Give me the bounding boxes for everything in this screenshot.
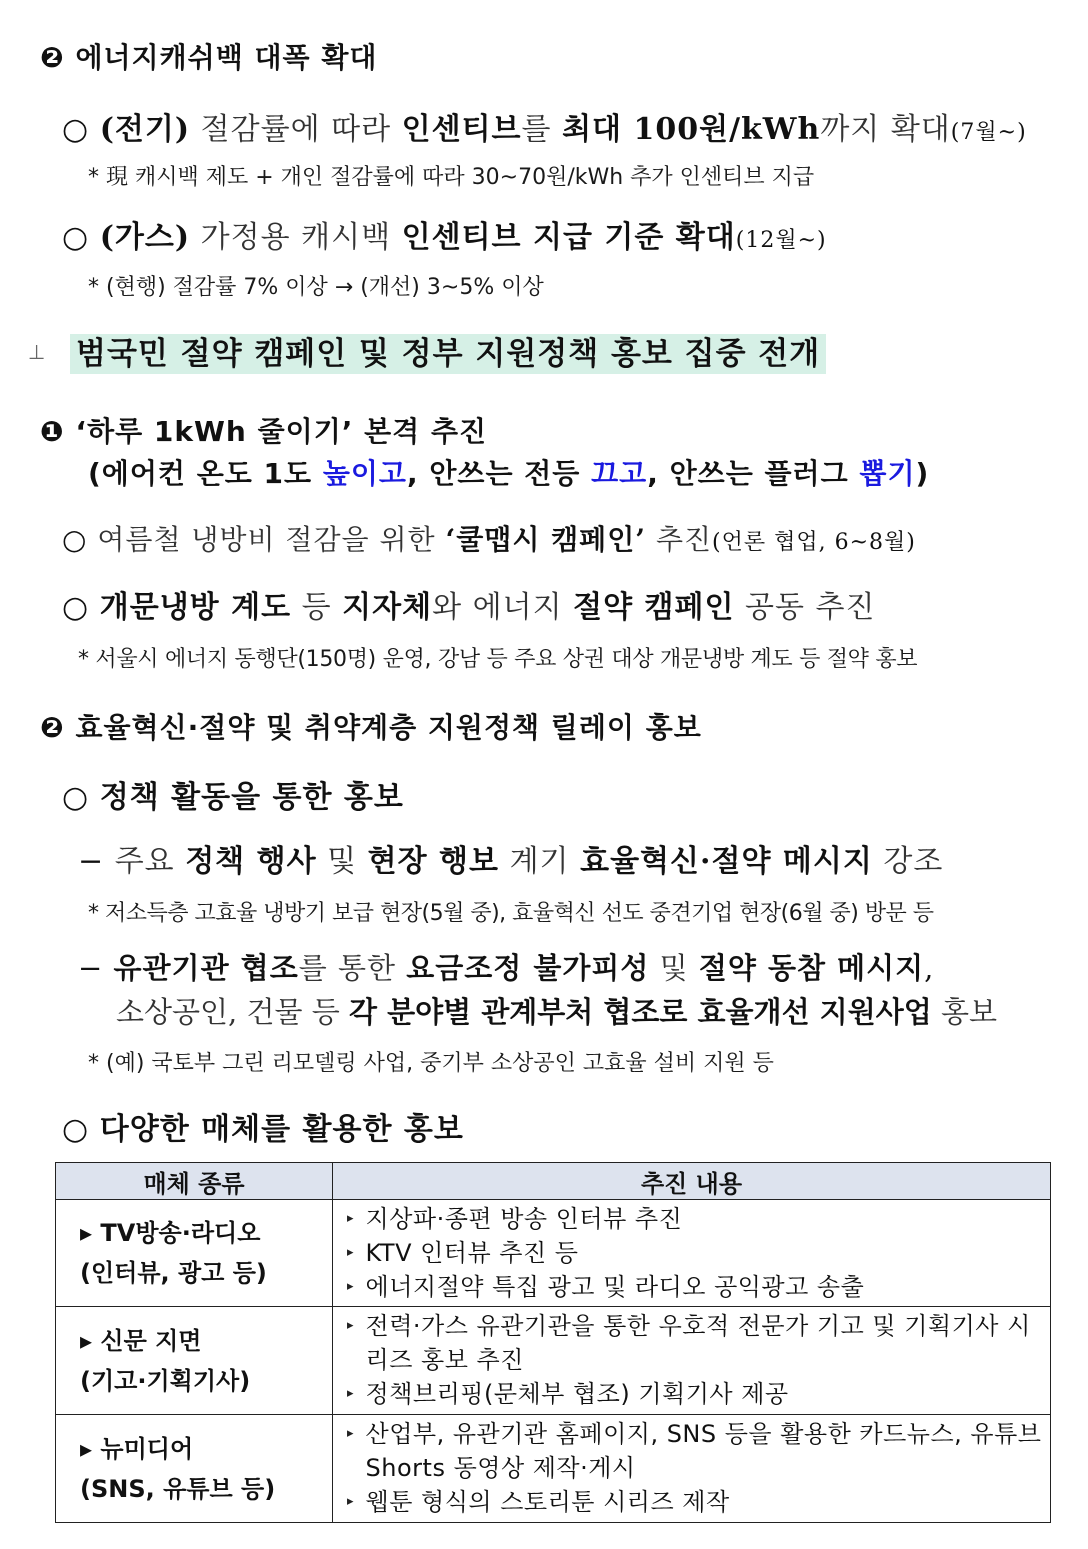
media-category: ▸ TV방송·라디오 (인터뷰, 광고 등) bbox=[56, 1200, 333, 1307]
list-item: ▸ 에너지절약 특집 광고 및 라디오 공익광고 송출 bbox=[347, 1273, 865, 1301]
bullet-open-door-cooling: ○ 개문냉방 계도 등 지자체와 에너지 절약 캠페인 공동 추진 bbox=[62, 590, 876, 625]
note-visits: * 저소득층 고효율 냉방기 보급 현장(5월 중), 효율혁신 선도 중견기업 현장(6월 중) 방문 등 bbox=[88, 901, 934, 926]
media-table bbox=[55, 1162, 1051, 1523]
bullet-electricity: ○ (전기) 절감률에 따라 인센티브를 최대 100원/kWh까지 확대(7월~) bbox=[62, 112, 1027, 147]
section-heading-energy-cashback: ❷ 에너지캐쉬백 대폭 확대 bbox=[40, 41, 378, 74]
bullet-gas: ○ (가스) 가정용 캐시백 인센티브 지급 기준 확대(12월~) bbox=[62, 220, 827, 255]
list-item: ▸ 산업부, 유관기관 홈페이지, SNS 등을 활용한 카드뉴스, 유튜브 Shorts 동영상 제작·게시 bbox=[347, 1420, 1042, 1482]
list-item: ▸ 전력·가스 유관기관을 통한 우호적 전문가 기고 및 기획기사 시리즈 홍보 추진 bbox=[347, 1312, 1031, 1374]
dash-agencies-line1: − 유관기관 협조를 통한 요금조정 불가피성 및 절약 동참 메시지, bbox=[78, 951, 935, 985]
label-gas: (가스) bbox=[99, 220, 191, 255]
note-seoul: * 서울시 에너지 동행단(150명) 운영, 강남 등 주요 상권 대상 개문냉방 계도 등 절약 홍보 bbox=[78, 647, 918, 672]
list-item: ▸ 웹툰 형식의 스토리툰 시리즈 제작 bbox=[347, 1488, 730, 1516]
section-marker: ⊥ bbox=[28, 340, 46, 364]
bullet-various-media: ○ 다양한 매체를 활용한 홍보 bbox=[62, 1112, 464, 1147]
bullet-policy-activity: ○ 정책 활동을 통한 홍보 bbox=[62, 780, 404, 815]
media-items bbox=[333, 1307, 1051, 1415]
media-category: ▸ 신문 지면 (기고·기획기사) bbox=[56, 1307, 333, 1415]
media-items bbox=[333, 1415, 1051, 1523]
label-electricity: (전기) bbox=[99, 112, 191, 147]
table-header-row bbox=[56, 1163, 1051, 1200]
table-row bbox=[56, 1200, 1051, 1307]
note-examples: * (예) 국토부 그린 리모델링 사업, 중기부 소상공인 고효율 설비 지원 등 bbox=[88, 1051, 774, 1076]
table-row bbox=[56, 1307, 1051, 1415]
section-title-campaign: 범국민 절약 캠페인 및 정부 지원정책 홍보 집중 전개 bbox=[70, 334, 826, 374]
list-item: ▸ KTV 인터뷰 추진 등 bbox=[347, 1239, 579, 1267]
bullet-cool-campaign: ○ 여름철 냉방비 절감을 위한 ‘쿨맵시 캠페인’ 추진(언론 협업, 6~8월) bbox=[62, 523, 916, 556]
table-row bbox=[56, 1415, 1051, 1523]
header-media-type: 매체 종류 bbox=[56, 1163, 333, 1200]
media-items bbox=[333, 1200, 1051, 1307]
subsection-heading-1kwh: ❶ ‘하루 1kWh 줄이기’ 본격 추진 bbox=[40, 415, 488, 448]
note-electricity: * 現 캐시백 제도 + 개인 절감률에 따라 30~70원/kWh 추가 인센티브 지급 bbox=[88, 165, 815, 190]
subsection-heading-relay: ❷ 효율혁신·절약 및 취약계층 지원정책 릴레이 홍보 bbox=[40, 711, 702, 744]
list-item: ▸ 정책브리핑(문체부 협조) 기획기사 제공 bbox=[347, 1380, 789, 1408]
header-content: 추진 내용 bbox=[333, 1163, 1051, 1200]
bullet-mark: ○ bbox=[62, 112, 90, 147]
subsection-subtitle: (에어컨 온도 1도 높이고, 안쓰는 전등 끄고, 안쓰는 플러그 뽑기) bbox=[88, 457, 930, 490]
list-item: ▸ 지상파·종편 방송 인터뷰 추진 bbox=[347, 1205, 683, 1233]
note-gas: * (현행) 절감률 7% 이상 → (개선) 3~5% 이상 bbox=[88, 275, 544, 300]
dash-main-events: − 주요 정책 행사 및 현장 행보 계기 효율혁신·절약 메시지 강조 bbox=[78, 844, 944, 879]
dash-agencies-line2: 소상공인, 건물 등 각 분야별 관계부처 협조로 효율개선 지원사업 홍보 bbox=[116, 995, 997, 1029]
media-category: ▸ 뉴미디어 (SNS, 유튜브 등) bbox=[56, 1415, 333, 1523]
